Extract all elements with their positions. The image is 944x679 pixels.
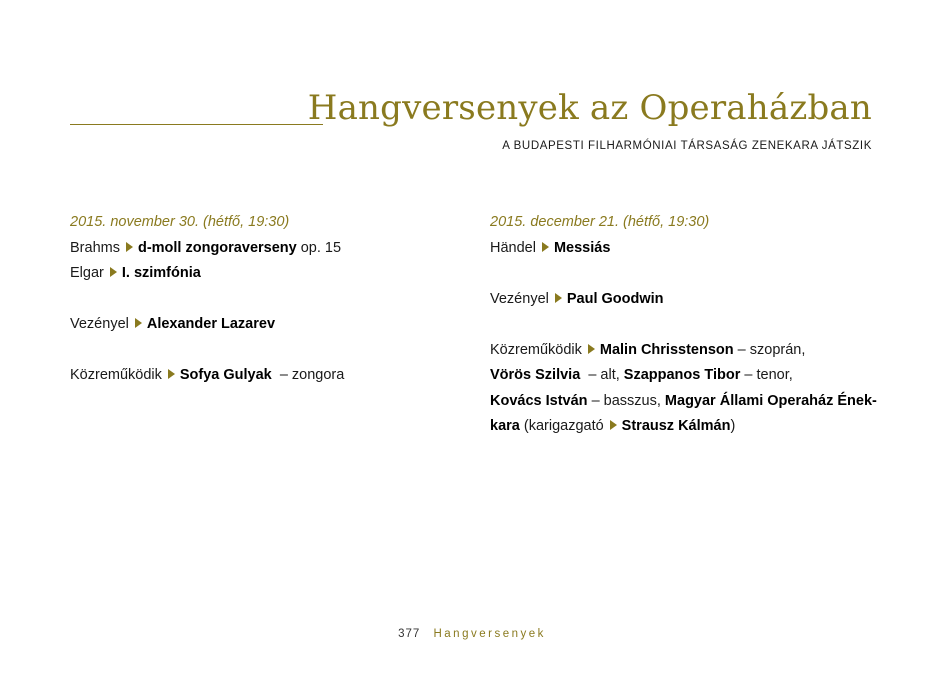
- arrow-right-icon: [610, 420, 617, 430]
- concert-2-performers-line-2: [490, 363, 880, 389]
- work-title: I. szimfónia: [121, 265, 201, 281]
- opus: op. 15: [300, 239, 342, 256]
- performers-label: Közreműködik: [490, 341, 582, 358]
- work-title: d-moll zongoraverseny: [137, 239, 297, 256]
- soloist-label: Közreműködik: [70, 367, 162, 383]
- arrow-right-icon: [555, 293, 562, 303]
- section-name: Hangversenyek: [433, 628, 546, 640]
- performer-role: – basszus,: [591, 392, 661, 409]
- arrow-right-icon: [126, 242, 133, 252]
- concert-2-conductor: [490, 287, 880, 313]
- performer-name: Malin Chrisstenson: [599, 341, 734, 358]
- concert-2-work-1: [490, 236, 880, 262]
- concert-1: [70, 210, 460, 389]
- performer-name: Vörös Szilvia: [490, 367, 581, 383]
- arrow-right-icon: [135, 318, 142, 328]
- choir-director-name: Strausz Kálmán: [621, 418, 731, 434]
- performer-name: Kovács István: [490, 392, 588, 409]
- composer: Elgar: [70, 265, 104, 281]
- choir-name-cont: kara: [490, 418, 520, 434]
- composer: Händel: [490, 239, 536, 256]
- performer-role: – alt,: [588, 367, 620, 383]
- choir-director-label: (karigazgató: [523, 418, 604, 434]
- page-title: Hangversenyek az Operaházban: [307, 88, 872, 128]
- choir-name: Magyar Állami Operaház Ének-: [664, 392, 877, 409]
- closing-paren: ): [730, 418, 736, 434]
- performer-role: – szoprán,: [737, 341, 806, 358]
- conductor-label: Vezényel: [70, 316, 129, 332]
- conductor-name: Alexander Lazarev: [146, 316, 276, 332]
- composer: Brahms: [70, 239, 120, 256]
- concert-2: [490, 210, 880, 440]
- title-rule: [70, 124, 323, 125]
- page-number: 377: [398, 628, 421, 640]
- soloist-name: Sofya Gulyak: [179, 367, 272, 383]
- concert-1-date: 2015. november 30. (hétfő, 19:30): [70, 214, 290, 230]
- performer-name: Szappanos Tibor: [623, 367, 741, 383]
- conductor-label: Vezényel: [490, 290, 549, 307]
- arrow-right-icon: [588, 344, 595, 354]
- concert-2-date: 2015. december 21. (hétfő, 19:30): [490, 214, 710, 230]
- concert-1-conductor: [70, 312, 460, 338]
- concert-2-performers-line-3: [490, 389, 880, 415]
- concert-1-soloist: [70, 363, 460, 389]
- performer-role: – tenor,: [744, 367, 793, 383]
- page-footer: [0, 628, 944, 640]
- arrow-right-icon: [168, 369, 175, 379]
- arrow-right-icon: [110, 267, 117, 277]
- arrow-right-icon: [542, 242, 549, 252]
- work-title: Messiás: [553, 239, 611, 256]
- concert-2-performers-line-1: [490, 338, 880, 364]
- page-subtitle: A BUDAPESTI FILHARMÓNIAI TÁRSASÁG ZENEKARA JÁTSZIK: [502, 140, 872, 152]
- concert-2-performers-line-4: [490, 414, 880, 440]
- soloist-role: – zongora: [279, 367, 345, 383]
- concert-1-work-2: [70, 261, 460, 287]
- concert-1-work-1: [70, 236, 460, 262]
- conductor-name: Paul Goodwin: [566, 290, 664, 307]
